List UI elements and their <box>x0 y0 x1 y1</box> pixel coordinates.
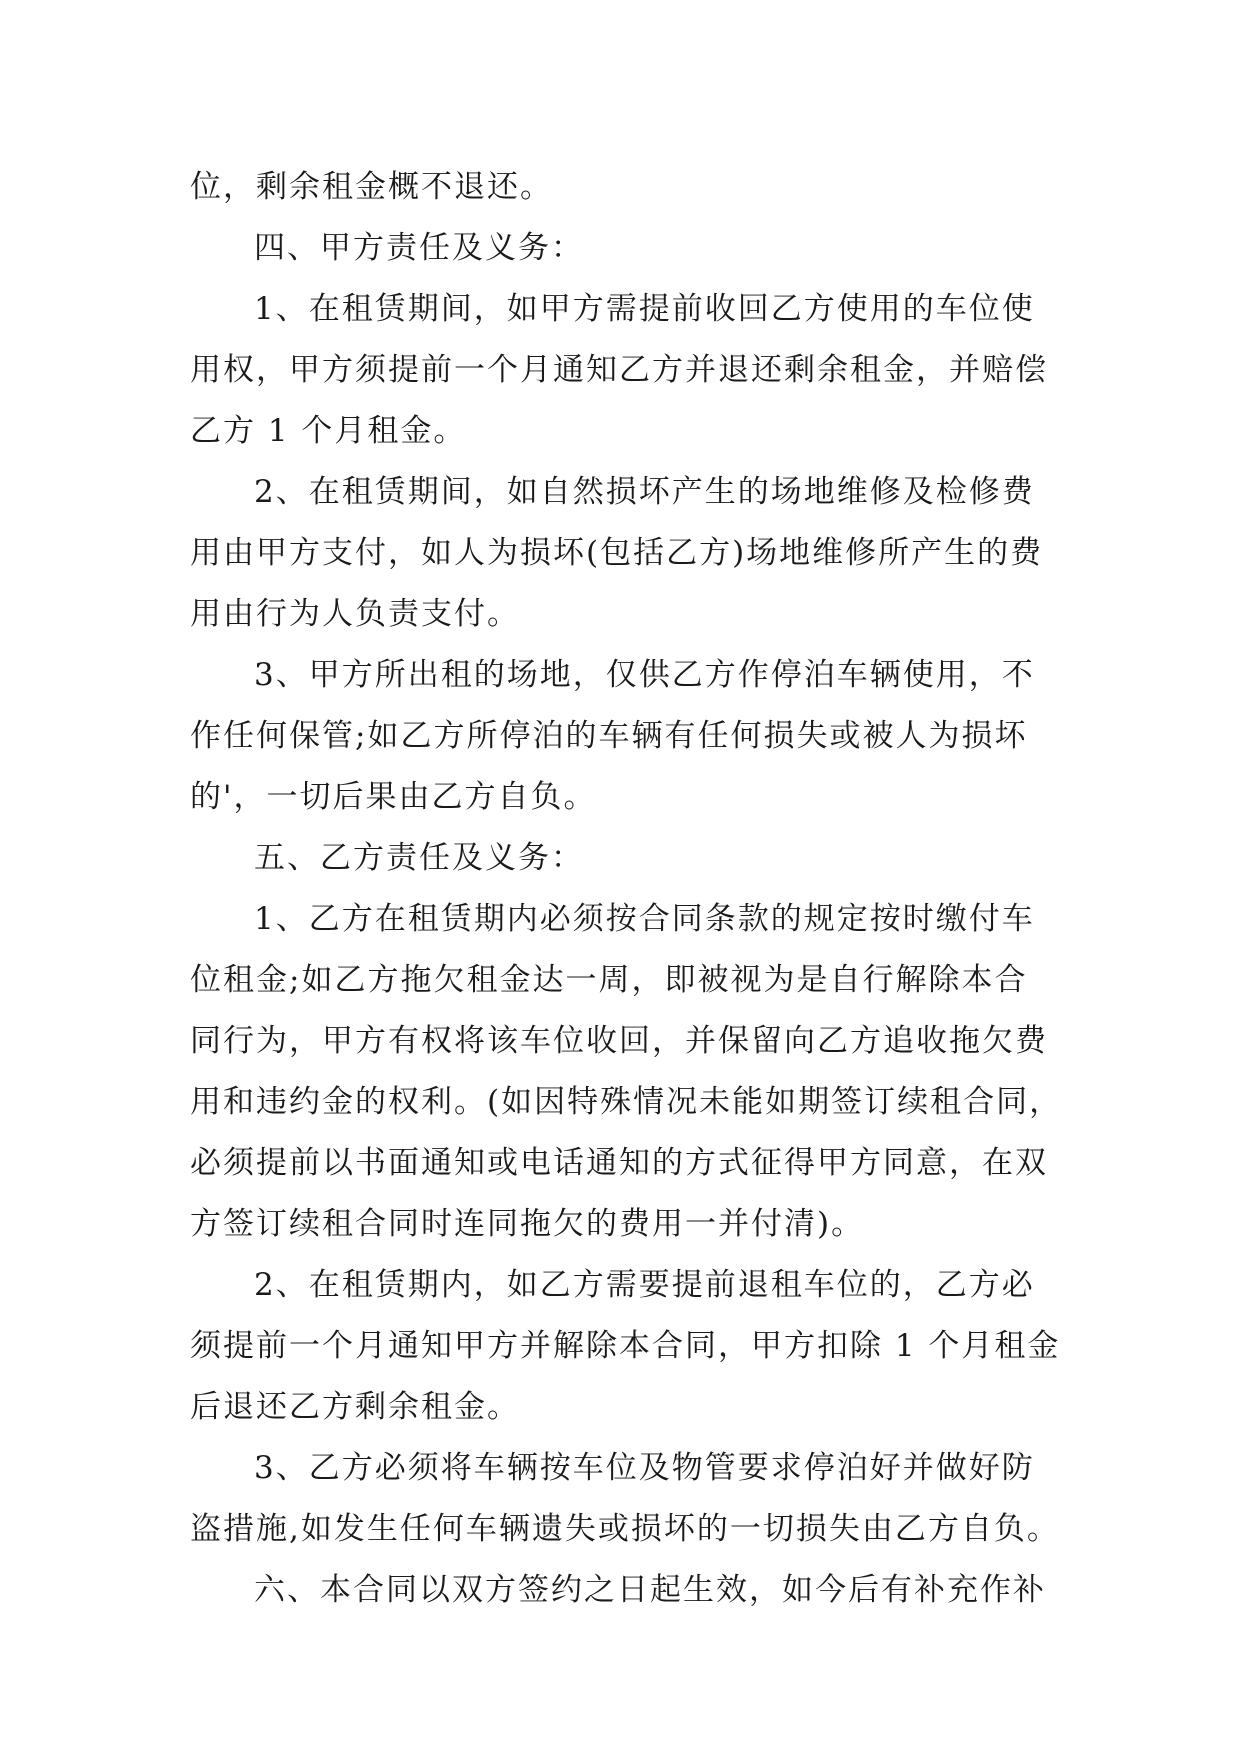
text-line: 用权，甲方须提前一个月通知乙方并退还剩余租金，并赔偿 <box>190 352 1048 388</box>
text-line: 用和违约金的权利。(如因特殊情况未能如期签订续租合同， <box>190 1084 1063 1120</box>
text-line: 1、在租赁期间，如甲方需提前收回乙方使用的车位使 <box>254 291 1035 327</box>
text-line: 后退还乙方剩余租金。 <box>190 1389 520 1425</box>
text-line: 用由行为人负责支付。 <box>190 596 520 632</box>
contract-text <box>190 157 1063 1621</box>
text-line: 必须提前以书面通知或电话通知的方式征得甲方同意，在双 <box>190 1145 1048 1181</box>
text-line: 1、乙方在租赁期内必须按合同条款的规定按时缴付车 <box>254 901 1035 937</box>
text-line: 2、在租赁期内，如乙方需要提前退租车位的，乙方必 <box>254 1267 1035 1303</box>
text-line: 作任何保管;如乙方所停泊的车辆有任何损失或被人为损坏 <box>190 718 1028 754</box>
text-line: 的'，一切后果由乙方自负。 <box>190 779 597 815</box>
text-line: 3、乙方必须将车辆按车位及物管要求停泊好并做好防 <box>254 1450 1035 1486</box>
text-line: 乙方 1 个月租金。 <box>190 413 467 449</box>
section-heading: 五、乙方责任及义务： <box>254 840 584 876</box>
text-line: 同行为，甲方有权将该车位收回，并保留向乙方追收拖欠费 <box>190 1023 1048 1059</box>
text-line: 位租金;如乙方拖欠租金达一周，即被视为是自行解除本合 <box>190 962 1028 998</box>
text-line: 方签订续租合同时连同拖欠的费用一并付清)。 <box>190 1206 865 1242</box>
text-line: 用由甲方支付，如人为损坏(包括乙方)场地维修所产生的费 <box>190 535 1044 571</box>
text-line: 位，剩余租金概不退还。 <box>190 169 553 205</box>
text-line: 2、在租赁期间，如自然损坏产生的场地维修及检修费 <box>254 474 1035 510</box>
text-line: 盗措施,如发生任何车辆遗失或损坏的一切损失由乙方自负。 <box>190 1511 1060 1547</box>
section-heading: 四、甲方责任及义务： <box>254 230 584 266</box>
text-line: 须提前一个月通知甲方并解除本合同，甲方扣除 1 个月租金 <box>190 1328 1061 1364</box>
section-heading: 六、本合同以双方签约之日起生效，如今后有补充作补 <box>254 1572 1046 1608</box>
text-line: 3、甲方所出租的场地，仅供乙方作停泊车辆使用，不 <box>254 657 1035 693</box>
